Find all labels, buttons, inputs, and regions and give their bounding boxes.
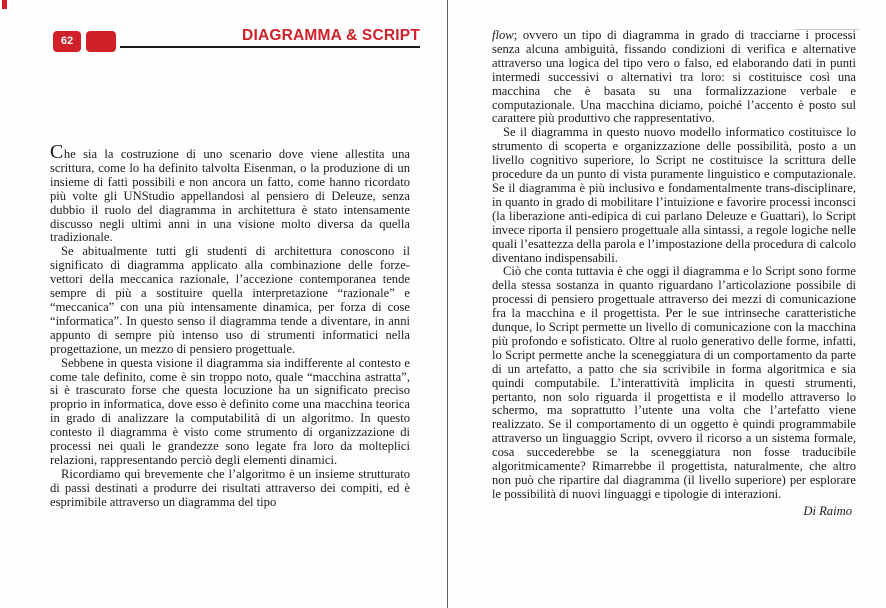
red-tab [86, 31, 116, 52]
right-page-text-column [492, 29, 856, 519]
drop-cap: C [50, 141, 64, 163]
header-rule [120, 46, 420, 48]
paragraph [492, 29, 856, 126]
running-title: DIAGRAMMA & SCRIPT [242, 27, 420, 44]
paragraph: Ricordiamo qui brevemente che l’algoritmo è un insieme strutturato di passi destinati a produrre dei risultati attraverso dei compiti, ed è esprimibile attraverso un diagramma del tipo [50, 466, 410, 509]
spine-red-mark [2, 0, 7, 9]
author-signature: Di Raimo [803, 503, 852, 518]
paragraph: Sebbene in questa visione il diagramma sia indifferente al contesto e come tale definito, come è sin troppo noto, quale “macchina astratta”, si è trascurato forse che questa locuzione ha un significato preciso proprio in informatica, dove esso è definito come una macchina teorica in grado di analizzare la computabilità di un algoritmo. In questo contesto il diagramma è visto come strumento di organizzazione di processi nei quali le grandezze sono legate fra loro da molteplici relazioni, rappresentando perciò degli elementi dinamici. [50, 355, 410, 467]
italic-lead-word: flow [492, 28, 514, 42]
page-gutter-line [447, 0, 448, 608]
paragraph-text: ; ovvero un tipo di diagramma in grado di tracciarne i processi senza alcuna ambiguità, fissando condizioni di verifica e alternative attraverso una logica del tipo vero o falso, ed elaborando dati in punti intermedi successivi o alternativi tra loro: si costituisce così una macchina che è basata su una formalizzazione verbale e computazionale. Una macchina diciamo, poiché l’accento è posto sul carattere più produttivo che rappresentativo. [492, 28, 856, 126]
paragraph [50, 141, 410, 245]
page-number-badge: 62 [53, 31, 81, 52]
paragraph-text: he sia la costruzione di uno scenario dove viene allestita una scrittura, come lo ha definito talvolta Eisenman, o la produzione di un insieme di fatti possibili e non ancora un fatto, come hanno ricordato più volte gli UNStudio appellandosi al pensiero di Deleuze, senza dubbio il ruolo del diagramma in architettura è stato intensamente discusso negli ultimi anni in una visione molto diversa da quella tradizionale. [50, 147, 410, 245]
left-page-text-column [50, 141, 410, 510]
paragraph: Ciò che conta tuttavia è che oggi il diagramma e lo Script sono forme della stessa sostanza in quanto riguardano l’articolazione possibile di processi di pensiero progettuale attraverso dei mezzi di comunicazione fra la macchina e il progettista. Per le sue intrinseche caratteristiche dunque, lo Script permette un livello di comunicazione con la macchina più profondo e sofisticato. Oltre al ruolo generativo delle forme, infatti, lo Script permette anche la sceneggiatura di un comportamento da parte di un artefatto, a patto che sia scrivibile in forma algoritmica e sia quindi computabile. L’interattività implicita in questi strumenti, pertanto, non solo riguarda il progettista e il modello attraverso lo schermo, ma soprattutto l’utente una volta che l’artefatto viene realizzato. Se il comportamento di un oggetto è quindi programmabile attraverso un linguaggio Script, ovvero il ricorso a un sistema formale, cosa succederebbe se la sceneggiatura non fosse traducibile algoritmicamente? Rimarrebbe il progettista, naturalmente, che altro non può che ripartire dal diagramma (il livello superiore) per esplorare le possibilità di nuovi linguaggi e tipologie di interazioni. [492, 264, 856, 501]
paragraph: Se abitualmente tutti gli studenti di architettura conoscono il significato di diagramma applicato alla combinazione delle forze-vettori della meccanica razionale, l’accezione contemporanea tende sempre di più a sostituire quella interpretazione “razionale” e “meccanica” con una più intensamente dinamica, per forza di cose “informatica”. In questo senso il diagramma tende a diventare, in anni appunto di sempre più intenso uso di strumenti informatici nella progettazione, un mezzo di pensiero progettuale. [50, 244, 410, 356]
paragraph: Se il diagramma in questo nuovo modello informatico costituisce lo strumento di scoperta e organizzazione delle possibilità, posto a un livello cognitivo superiore, lo Script ne costituisce la scrittura delle procedure da un punto di vista puramente linguistico e computazionale. Se il diagramma è più inclusivo e fondamentalmente trans-disciplinare, in quanto in grado di mobilitare l’intuizione e favorire processi inconsci (la liberazione anti-edipica di cui parlano Deleuze e Guattari), lo Script invece riporta il pensiero progettuale alla sintassi, a regole logiche nelle quali l’esattezza della parola e l’impostazione della procedura di calcolo diventano indispensabili. [492, 125, 856, 265]
